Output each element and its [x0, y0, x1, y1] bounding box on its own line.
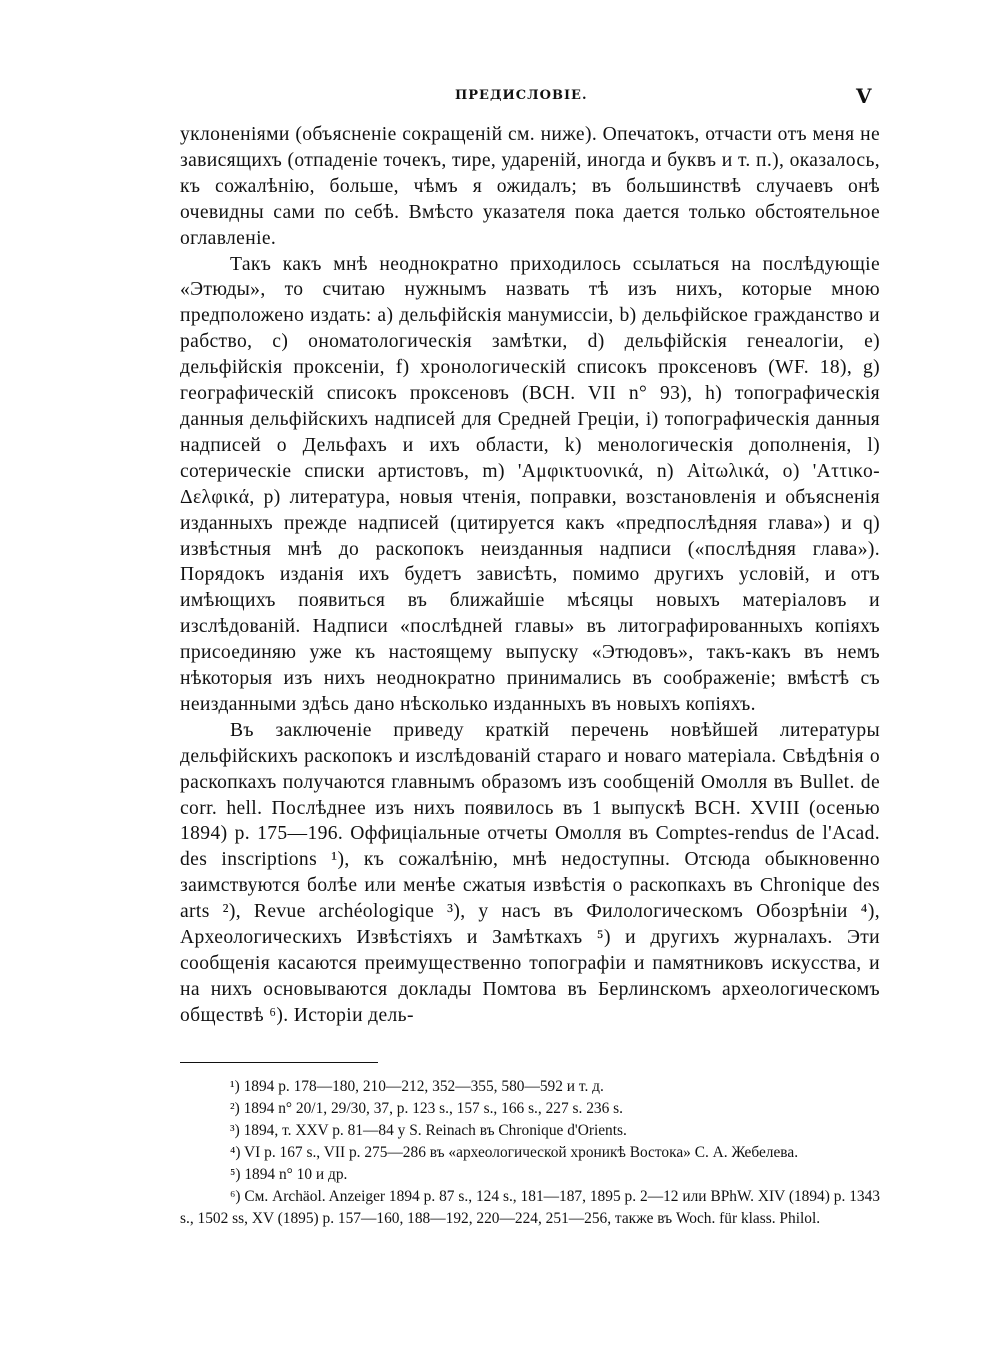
- paragraph-1: уклоненіями (объясненіе сокращеній см. ниже). Опечатокъ, отчасти отъ меня не зависящихъ (отпаденіе точекъ, тире, удареній, иногда и буквъ и т. п.), оказалось, къ сожалѣнію, больше, чѣмъ я ожидалъ; въ большинствѣ случаевъ онѣ очевидны сами по себѣ. Вмѣсто указателя пока дается только обстоятельное оглавленіе.: [180, 124, 880, 249]
- footnote-divider: [180, 1062, 378, 1063]
- footnotes: [180, 1076, 880, 1230]
- page-number: V: [856, 84, 872, 108]
- footnote-1: ¹) 1894 p. 178—180, 210—212, 352—355, 580—592 и т. д.: [230, 1078, 604, 1095]
- paragraph-3: Въ заключеніе приведу краткій перечень новѣйшей литературы дельфійскихъ раскопокъ и изслѣдованій стараго и новаго матеріала. Свѣдѣнія о раскопкахъ получаются главнымъ образомъ изъ сообщеній Омолля въ Bullet. de corr. hell. Послѣднее изъ нихъ появилось въ 1 выпускѣ BCH. XVIII (осенью 1894) p. 175—196. Оффиціальные отчеты Омолля въ Comptes-rendus de l'Acad. des inscriptions ¹), къ сожалѣнію, мнѣ недоступны. Отсюда обыкновенно заимствуются болѣе или менѣе сжатыя извѣстія о раскопкахъ въ Chronique des arts ²), Revue archéologique ³), у насъ въ Филологическомъ Обозрѣніи ⁴), Археологическихъ Извѣстіяхъ и Замѣткахъ ⁵) и другихъ журналахъ. Эти сообщенія касаются преимущественно топографіи и памятниковъ искусства, и на нихъ основываются доклады Помтова въ Берлинскомъ археологическомъ обществѣ ⁶). Исторіи дель-: [180, 719, 880, 1026]
- footnote-5: ⁵) 1894 n° 10 и др.: [230, 1166, 348, 1183]
- footnote-2: ²) 1894 n° 20/1, 29/30, 37, p. 123 s., 157 s., 166 s., 227 s. 236 s.: [230, 1100, 623, 1117]
- main-text: [180, 122, 880, 1029]
- paragraph-2: Такъ какъ мнѣ неоднократно приходилось ссылаться на послѣдующіе «Этюды», то считаю нужнымъ назвать тѣ изъ нихъ, которые мною предположено издать: a) дельфійскія манумиссіи, b) дельфійское гражданство и рабство, c) ономатологическія замѣтки, d) дельфійскія генеалогіи, e) дельфійскія проксеніи, f) хронологическій списокъ проксеновъ (WF. 18), g) географическій списокъ проксеновъ (BCH. VII n° 93), h) топографическія данныя дельфійскихъ надписей для Средней Греціи, i) топографическія данныя надписей о Дельфахъ и ихъ области, k) менологическія дополненія, l) сотерическіе списки артистовъ, m) 'Αμφικτυονικά, n) Αἰτωλικά, o) 'Αττικο-Δελφικά, p) литература, новыя чтенія, поправки, возстановленія и объясненія изданныхъ прежде надписей (цитируется какъ «предпослѣдняя глава») и q) извѣстныя мнѣ до раскопокъ неизданныя надписи («послѣдняя глава»). Порядокъ изданія ихъ будетъ зависѣть, помимо другихъ условій, и отъ имѣющихъ появиться въ ближайшіе мѣсяцы новыхъ матеріаловъ и изслѣдованій. Надписи «послѣдней главы» въ литографированныхъ копіяхъ присоединяю уже къ настоящему выпуску «Этюдовъ», такъ-какъ въ немъ нѣкоторыя изъ нихъ неоднократно принимались въ соображеніе; вмѣстѣ съ неизданными здѣсь дано нѣсколько изданныхъ въ новыхъ копіяхъ.: [180, 253, 880, 715]
- footnote-3: ³) 1894, т. XXV p. 81—84 у S. Reinach въ Chronique d'Orients.: [230, 1122, 627, 1139]
- footnote-4: ⁴) VI p. 167 s., VII p. 275—286 въ «археологической хроникѣ Востока» С. А. Жебелева.: [230, 1144, 799, 1161]
- footnote-6: ⁶) См. Archäol. Anzeiger 1894 p. 87 s., 124 s., 181—187, 1895 p. 2—12 или BPhW. XIV (1894) p. 1343 s., 1502 ss, XV (1895) p. 157—160, 188—192, 220—224, 251—256, также въ Woch. für klass. Philol.: [180, 1188, 880, 1227]
- running-title: ПРЕДИСЛОВІЕ.: [455, 88, 588, 103]
